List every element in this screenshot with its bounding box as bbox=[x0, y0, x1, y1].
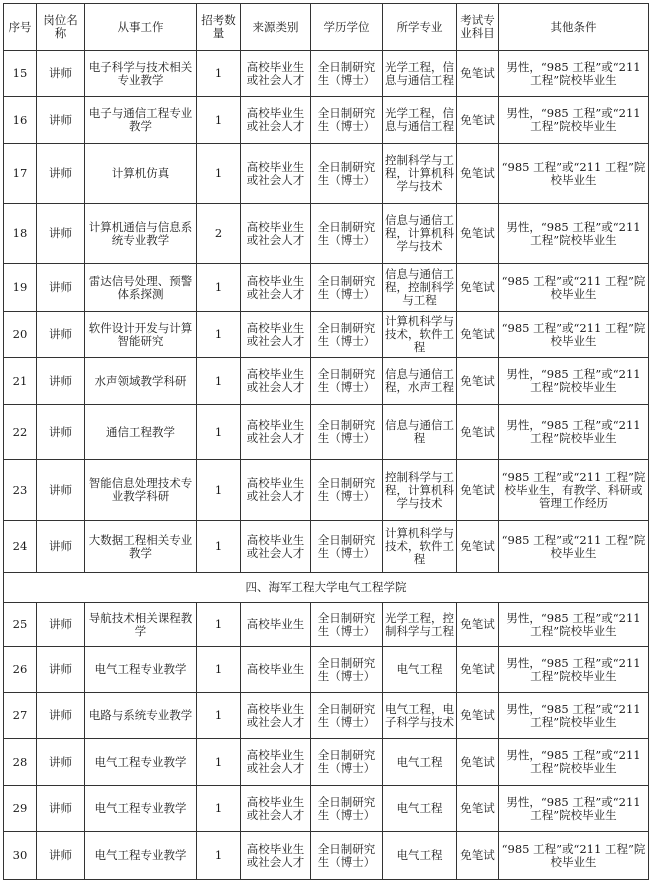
cell-no: 15 bbox=[4, 51, 37, 97]
cell-degree: 全日制研究生（博士） bbox=[311, 693, 383, 739]
cell-quota: 1 bbox=[197, 144, 241, 204]
cell-no: 21 bbox=[4, 358, 37, 405]
cell-post: 讲师 bbox=[37, 460, 85, 521]
cell-source: 高校毕业生或社会人才 bbox=[241, 264, 311, 312]
cell-quota: 1 bbox=[197, 405, 241, 460]
cell-post: 讲师 bbox=[37, 264, 85, 312]
cell-major: 电气工程 bbox=[383, 739, 457, 786]
cell-quota: 1 bbox=[197, 832, 241, 880]
header-exam: 考试专业科目 bbox=[457, 4, 499, 51]
cell-degree: 全日制研究生（博士） bbox=[311, 264, 383, 312]
cell-work: 水声领域教学科研 bbox=[85, 358, 197, 405]
cell-degree: 全日制研究生（博士） bbox=[311, 739, 383, 786]
cell-major: 光学工程，信息与通信工程 bbox=[383, 97, 457, 144]
table-row bbox=[4, 97, 649, 144]
cell-conditions: 男性，“985 工程”或“211 工程”院校毕业生 bbox=[499, 739, 649, 786]
cell-exam: 免笔试 bbox=[457, 739, 499, 786]
table-row bbox=[4, 51, 649, 97]
cell-exam: 免笔试 bbox=[457, 358, 499, 405]
cell-conditions: 男性，“985 工程”或“211 工程”院校毕业生 bbox=[499, 97, 649, 144]
cell-quota: 1 bbox=[197, 51, 241, 97]
cell-degree: 全日制研究生（博士） bbox=[311, 405, 383, 460]
cell-major: 电气工程，电子科学与技术 bbox=[383, 693, 457, 739]
cell-work: 雷达信号处理、预警体系探测 bbox=[85, 264, 197, 312]
cell-no: 28 bbox=[4, 739, 37, 786]
cell-exam: 免笔试 bbox=[457, 521, 499, 573]
cell-conditions: 男性，“985 工程”或“211 工程”院校毕业生 bbox=[499, 405, 649, 460]
cell-work: 大数据工程相关专业教学 bbox=[85, 521, 197, 573]
cell-degree: 全日制研究生（博士） bbox=[311, 144, 383, 204]
cell-post: 讲师 bbox=[37, 358, 85, 405]
cell-work: 导航技术相关课程教学 bbox=[85, 603, 197, 647]
table-row bbox=[4, 693, 649, 739]
cell-conditions: “985 工程”或“211 工程”院校毕业生，有教学、科研或管理工作经历 bbox=[499, 460, 649, 521]
cell-quota: 1 bbox=[197, 647, 241, 693]
cell-post: 讲师 bbox=[37, 832, 85, 880]
cell-post: 讲师 bbox=[37, 51, 85, 97]
header-conditions: 其他条件 bbox=[499, 4, 649, 51]
cell-conditions: 男性，“985 工程”或“211 工程”院校毕业生 bbox=[499, 51, 649, 97]
cell-degree: 全日制研究生（博士） bbox=[311, 832, 383, 880]
cell-exam: 免笔试 bbox=[457, 647, 499, 693]
cell-exam: 免笔试 bbox=[457, 786, 499, 832]
cell-conditions: 男性，“985 工程”或“211 工程”院校毕业生 bbox=[499, 647, 649, 693]
cell-work: 通信工程教学 bbox=[85, 405, 197, 460]
cell-work: 电子与通信工程专业教学 bbox=[85, 97, 197, 144]
cell-major: 电气工程 bbox=[383, 832, 457, 880]
header-no: 序号 bbox=[4, 4, 37, 51]
cell-degree: 全日制研究生（博士） bbox=[311, 51, 383, 97]
cell-work: 软件设计开发与计算智能研究 bbox=[85, 312, 197, 358]
cell-degree: 全日制研究生（博士） bbox=[311, 786, 383, 832]
cell-major: 电气工程 bbox=[383, 647, 457, 693]
cell-quota: 1 bbox=[197, 521, 241, 573]
cell-major: 信息与通信工程，控制科学与工程 bbox=[383, 264, 457, 312]
recruitment-table bbox=[3, 3, 649, 880]
cell-work: 电气工程专业教学 bbox=[85, 739, 197, 786]
table-row bbox=[4, 204, 649, 264]
cell-conditions: 男性，“985 工程”或“211 工程”院校毕业生 bbox=[499, 603, 649, 647]
cell-source: 高校毕业生或社会人才 bbox=[241, 51, 311, 97]
cell-no: 27 bbox=[4, 693, 37, 739]
cell-degree: 全日制研究生（博士） bbox=[311, 460, 383, 521]
cell-source: 高校毕业生或社会人才 bbox=[241, 521, 311, 573]
header-source: 来源类别 bbox=[241, 4, 311, 51]
cell-degree: 全日制研究生（博士） bbox=[311, 647, 383, 693]
cell-conditions: “985 工程”或“211 工程”院校毕业生 bbox=[499, 144, 649, 204]
cell-conditions: 男性，“985 工程”或“211 工程”院校毕业生 bbox=[499, 786, 649, 832]
cell-quota: 1 bbox=[197, 97, 241, 144]
cell-quota: 1 bbox=[197, 786, 241, 832]
cell-source: 高校毕业生或社会人才 bbox=[241, 832, 311, 880]
cell-no: 18 bbox=[4, 204, 37, 264]
cell-source: 高校毕业生或社会人才 bbox=[241, 312, 311, 358]
cell-source: 高校毕业生或社会人才 bbox=[241, 144, 311, 204]
cell-exam: 免笔试 bbox=[457, 693, 499, 739]
table-row bbox=[4, 405, 649, 460]
cell-source: 高校毕业生或社会人才 bbox=[241, 204, 311, 264]
cell-work: 计算机通信与信息系统专业教学 bbox=[85, 204, 197, 264]
table-row bbox=[4, 264, 649, 312]
header-post: 岗位名称 bbox=[37, 4, 85, 51]
table-row bbox=[4, 521, 649, 573]
cell-degree: 全日制研究生（博士） bbox=[311, 358, 383, 405]
cell-post: 讲师 bbox=[37, 693, 85, 739]
cell-post: 讲师 bbox=[37, 405, 85, 460]
header-row bbox=[4, 4, 649, 51]
cell-exam: 免笔试 bbox=[457, 460, 499, 521]
cell-major: 信息与通信工程 bbox=[383, 405, 457, 460]
cell-source: 高校毕业生或社会人才 bbox=[241, 739, 311, 786]
cell-post: 讲师 bbox=[37, 97, 85, 144]
header-quota: 招考数量 bbox=[197, 4, 241, 51]
cell-quota: 1 bbox=[197, 603, 241, 647]
cell-conditions: “985 工程”或“211 工程”院校毕业生 bbox=[499, 264, 649, 312]
table-row bbox=[4, 312, 649, 358]
table-row bbox=[4, 739, 649, 786]
header-degree: 学历学位 bbox=[311, 4, 383, 51]
cell-major: 计算机科学与技术，软件工程 bbox=[383, 521, 457, 573]
cell-exam: 免笔试 bbox=[457, 264, 499, 312]
cell-no: 17 bbox=[4, 144, 37, 204]
cell-no: 23 bbox=[4, 460, 37, 521]
table-row bbox=[4, 786, 649, 832]
cell-no: 26 bbox=[4, 647, 37, 693]
table-row bbox=[4, 144, 649, 204]
cell-source: 高校毕业生 bbox=[241, 647, 311, 693]
cell-quota: 1 bbox=[197, 739, 241, 786]
cell-work: 电子科学与技术相关专业教学 bbox=[85, 51, 197, 97]
cell-degree: 全日制研究生（博士） bbox=[311, 204, 383, 264]
cell-conditions: 男性，“985 工程”或“211 工程”院校毕业生 bbox=[499, 358, 649, 405]
cell-source: 高校毕业生或社会人才 bbox=[241, 97, 311, 144]
cell-work: 电气工程专业教学 bbox=[85, 647, 197, 693]
cell-conditions: “985 工程”或“211 工程”院校毕业生 bbox=[499, 832, 649, 880]
cell-quota: 1 bbox=[197, 460, 241, 521]
cell-major: 电气工程 bbox=[383, 786, 457, 832]
cell-post: 讲师 bbox=[37, 204, 85, 264]
section-row bbox=[4, 573, 649, 603]
cell-post: 讲师 bbox=[37, 312, 85, 358]
cell-exam: 免笔试 bbox=[457, 832, 499, 880]
cell-no: 24 bbox=[4, 521, 37, 573]
cell-post: 讲师 bbox=[37, 647, 85, 693]
cell-degree: 全日制研究生（博士） bbox=[311, 97, 383, 144]
cell-degree: 全日制研究生（博士） bbox=[311, 521, 383, 573]
cell-work: 电气工程专业教学 bbox=[85, 786, 197, 832]
table-row bbox=[4, 460, 649, 521]
cell-post: 讲师 bbox=[37, 603, 85, 647]
cell-major: 控制科学与工程，计算机科学与技术 bbox=[383, 460, 457, 521]
cell-quota: 2 bbox=[197, 204, 241, 264]
cell-work: 电气工程专业教学 bbox=[85, 832, 197, 880]
cell-quota: 1 bbox=[197, 312, 241, 358]
cell-exam: 免笔试 bbox=[457, 603, 499, 647]
cell-exam: 免笔试 bbox=[457, 97, 499, 144]
cell-conditions: “985 工程”或“211 工程”院校毕业生 bbox=[499, 521, 649, 573]
cell-source: 高校毕业生或社会人才 bbox=[241, 358, 311, 405]
cell-major: 光学工程，控制科学与工程 bbox=[383, 603, 457, 647]
cell-major: 计算机科学与技术，软件工程 bbox=[383, 312, 457, 358]
cell-no: 29 bbox=[4, 786, 37, 832]
cell-quota: 1 bbox=[197, 358, 241, 405]
table-row bbox=[4, 832, 649, 880]
cell-work: 计算机仿真 bbox=[85, 144, 197, 204]
cell-source: 高校毕业生或社会人才 bbox=[241, 405, 311, 460]
cell-no: 22 bbox=[4, 405, 37, 460]
cell-quota: 1 bbox=[197, 264, 241, 312]
cell-post: 讲师 bbox=[37, 786, 85, 832]
cell-quota: 1 bbox=[197, 693, 241, 739]
cell-no: 16 bbox=[4, 97, 37, 144]
cell-work: 智能信息处理技术专业教学科研 bbox=[85, 460, 197, 521]
cell-no: 25 bbox=[4, 603, 37, 647]
cell-major: 信息与通信工程，水声工程 bbox=[383, 358, 457, 405]
cell-conditions: 男性，“985 工程”或“211 工程”院校毕业生 bbox=[499, 693, 649, 739]
table-row bbox=[4, 358, 649, 405]
section-title: 四、海军工程大学电气工程学院 bbox=[4, 573, 649, 603]
cell-source: 高校毕业生 bbox=[241, 603, 311, 647]
cell-major: 光学工程，信息与通信工程 bbox=[383, 51, 457, 97]
cell-work: 电路与系统专业教学 bbox=[85, 693, 197, 739]
table-row bbox=[4, 647, 649, 693]
cell-post: 讲师 bbox=[37, 144, 85, 204]
cell-post: 讲师 bbox=[37, 739, 85, 786]
cell-post: 讲师 bbox=[37, 521, 85, 573]
cell-no: 30 bbox=[4, 832, 37, 880]
cell-exam: 免笔试 bbox=[457, 405, 499, 460]
cell-exam: 免笔试 bbox=[457, 204, 499, 264]
header-major: 所学专业 bbox=[383, 4, 457, 51]
cell-exam: 免笔试 bbox=[457, 312, 499, 358]
cell-degree: 全日制研究生（博士） bbox=[311, 312, 383, 358]
header-work: 从事工作 bbox=[85, 4, 197, 51]
cell-exam: 免笔试 bbox=[457, 51, 499, 97]
cell-conditions: “985 工程”或“211 工程”院校毕业生 bbox=[499, 312, 649, 358]
cell-conditions: 男性，“985 工程”或“211 工程”院校毕业生 bbox=[499, 204, 649, 264]
cell-source: 高校毕业生或社会人才 bbox=[241, 786, 311, 832]
cell-source: 高校毕业生或社会人才 bbox=[241, 693, 311, 739]
cell-exam: 免笔试 bbox=[457, 144, 499, 204]
cell-major: 控制科学与工程，计算机科学与技术 bbox=[383, 144, 457, 204]
cell-no: 19 bbox=[4, 264, 37, 312]
cell-degree: 全日制研究生（博士） bbox=[311, 603, 383, 647]
table-row bbox=[4, 603, 649, 647]
cell-no: 20 bbox=[4, 312, 37, 358]
cell-major: 信息与通信工程，计算机科学与技术 bbox=[383, 204, 457, 264]
cell-source: 高校毕业生或社会人才 bbox=[241, 460, 311, 521]
